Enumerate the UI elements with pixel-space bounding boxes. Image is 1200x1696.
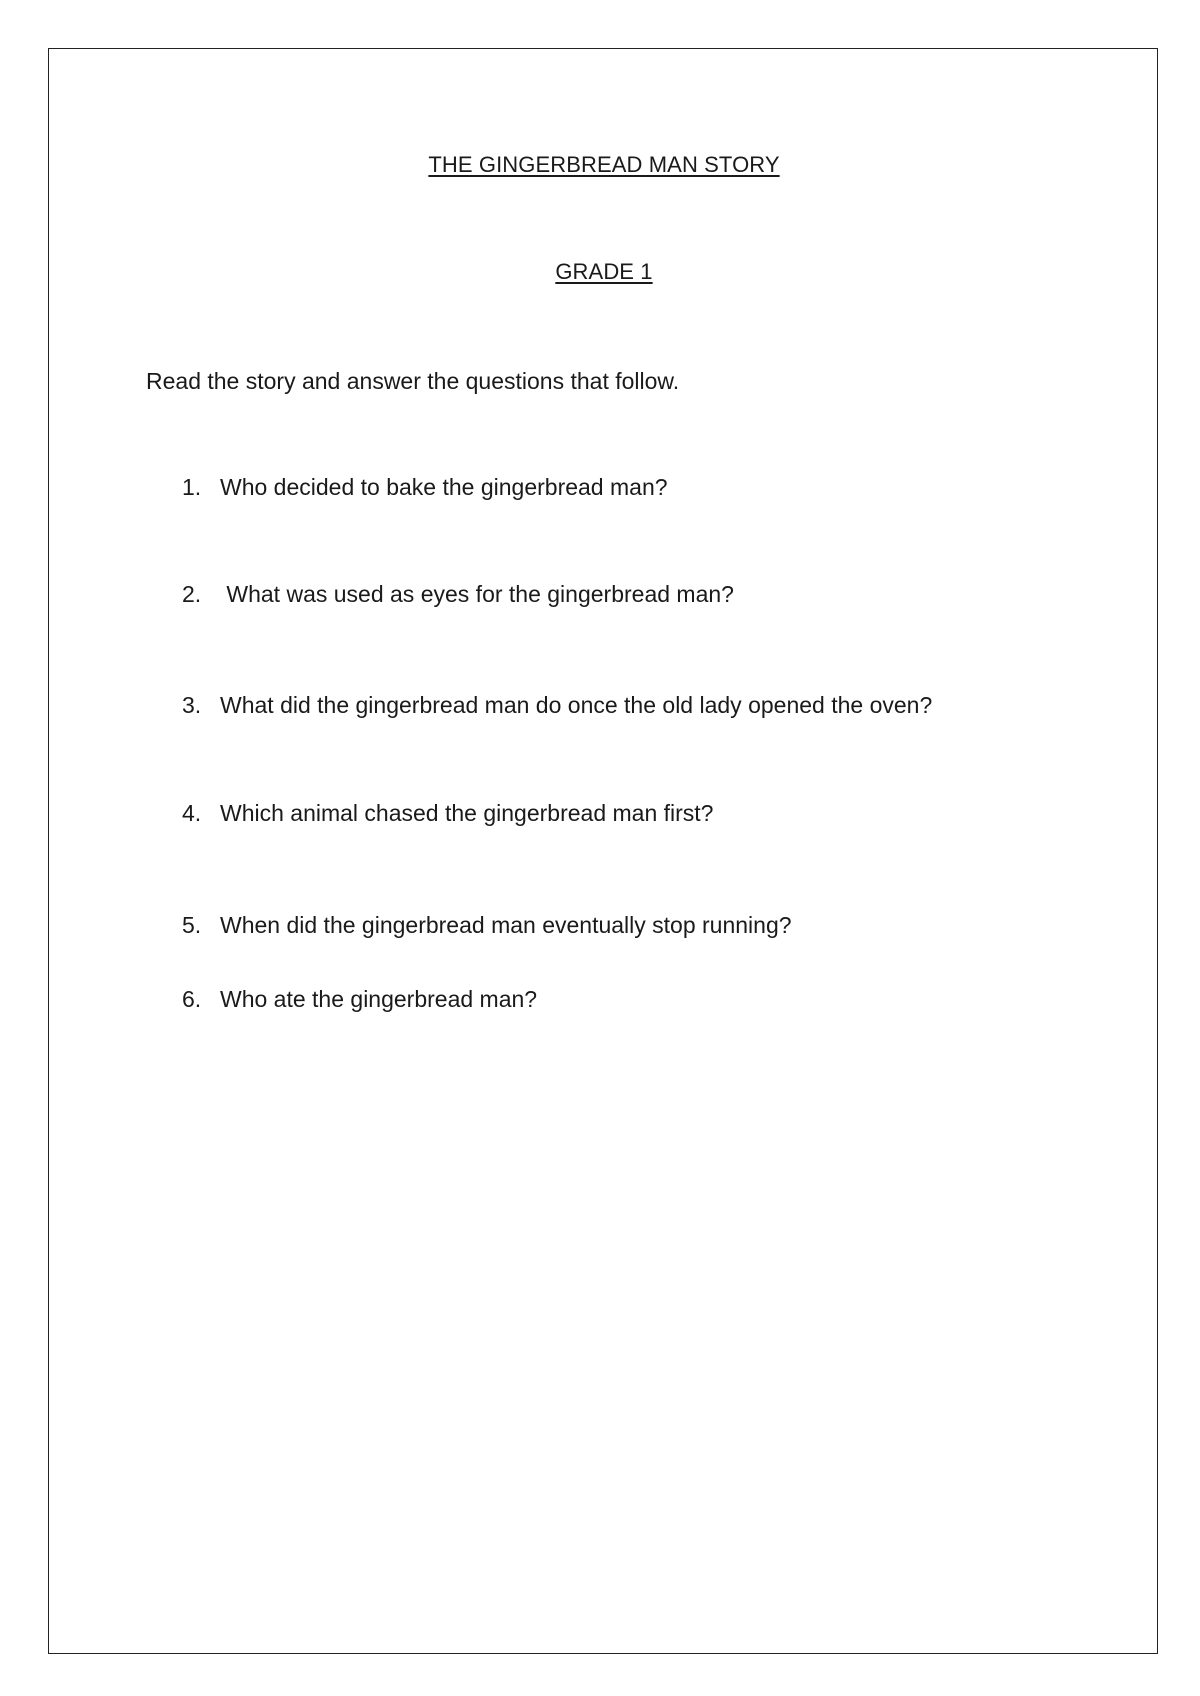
question-text: What did the gingerbread man do once the old lady opened the oven? [220, 692, 933, 718]
question-item [182, 800, 713, 827]
page-border [48, 48, 1158, 1654]
instruction-text: Read the story and answer the questions that follow. [146, 368, 680, 394]
question-number: 6. [182, 986, 202, 1012]
question-text: What was used as eyes for the gingerbread man? [220, 581, 734, 607]
question-item [182, 474, 668, 501]
question-text: Who decided to bake the gingerbread man? [220, 474, 668, 500]
question-text: Which animal chased the gingerbread man first? [220, 800, 714, 826]
question-item [182, 986, 537, 1013]
question-number: 2. [182, 581, 202, 607]
question-text: Who ate the gingerbread man? [220, 986, 538, 1012]
question-item [182, 581, 734, 608]
question-number: 4. [182, 800, 202, 826]
worksheet-title: THE GINGERBREAD MAN STORY [428, 152, 780, 177]
question-number: 3. [182, 692, 202, 718]
question-text: When did the gingerbread man eventually stop running? [220, 912, 792, 938]
grade-heading: GRADE 1 [555, 259, 653, 284]
question-number: 5. [182, 912, 202, 938]
question-item [182, 692, 932, 719]
question-item [182, 912, 792, 939]
question-number: 1. [182, 474, 202, 500]
